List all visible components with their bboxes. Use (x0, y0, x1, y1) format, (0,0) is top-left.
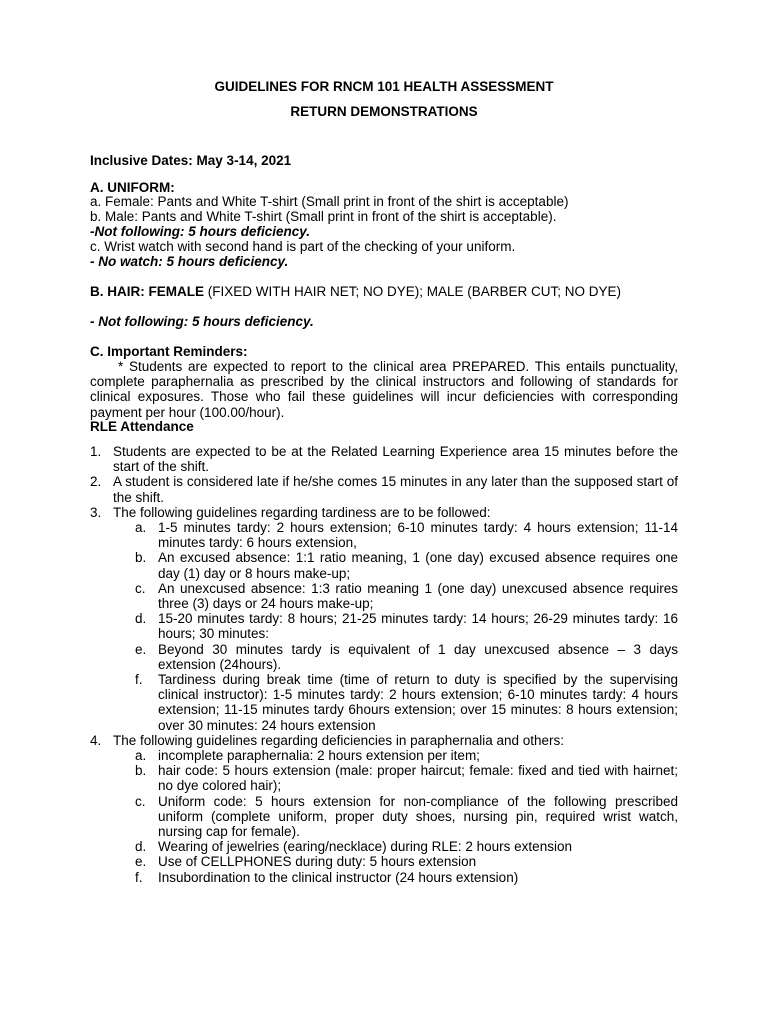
rle-sub-item-letter: b. (135, 763, 147, 779)
rle-attendance-list (90, 444, 678, 885)
rle-sub-item-text: An excused absence: 1:1 ratio meaning, 1 (one day) excused absence requires one day (1) day or 8 hours make-up; (158, 550, 678, 581)
hair-heading: B. HAIR: FEMALE (90, 284, 204, 299)
rle-sub-item-text: Uniform code: 5 hours extension for non-compliance of the following prescribed uniform (complete uniform, proper duty shoes, nursing pin, required wrist watch, nursing cap for female). (158, 793, 678, 840)
rle-sub-item-text: Use of CELLPHONES during duty: 5 hours extension (158, 854, 477, 870)
rle-item-number: 1. (90, 444, 102, 459)
rle-sub-item (113, 581, 678, 611)
rle-sub-item-letter: e. (135, 641, 147, 657)
reminders-text-block (90, 359, 678, 420)
rle-item-number: 2. (90, 474, 102, 490)
rle-sub-item-text: incomplete paraphernalia: 2 hours extension per item; (158, 748, 480, 764)
reminders-heading: C. Important Reminders: (90, 344, 248, 359)
hair-requirements: (FIXED WITH HAIR NET; NO DYE); MALE (BARBER CUT; NO DYE) (204, 284, 622, 299)
uniform-no-watch: - No watch: 5 hours deficiency. (90, 254, 289, 269)
rle-sub-item-letter: a. (135, 520, 147, 536)
rle-sub-item-letter: c. (135, 580, 146, 596)
rle-sub-item (113, 642, 678, 672)
uniform-male: b. Male: Pants and White T-shirt (Small print in front of the shirt is acceptable). (90, 209, 557, 224)
rle-sub-item-letter: e. (135, 854, 147, 870)
rle-sub-item-letter: d. (135, 611, 147, 627)
rle-item (90, 505, 678, 733)
document-subtitle: RETURN DEMONSTRATIONS (290, 104, 478, 119)
rle-sub-list (113, 520, 678, 733)
hair-not-following: - Not following: 5 hours deficiency. (90, 314, 314, 329)
rle-item-text: A student is considered late if he/she comes 15 minutes in any later than the supposed start of the shift. (113, 474, 678, 505)
rle-sub-item (113, 854, 678, 869)
rle-sub-item-text: Beyond 30 minutes tardy is equivalent of 1 day unexcused absence – 3 days extension (24hours). (158, 641, 678, 672)
rle-sub-item-letter: c. (135, 793, 146, 809)
hair-section (90, 284, 678, 299)
rle-heading: RLE Attendance (90, 419, 194, 434)
rle-sub-item (113, 870, 678, 885)
rle-sub-item (113, 520, 678, 550)
rle-sub-item-text: Insubordination to the clinical instructor (24 hours extension) (158, 869, 519, 885)
rle-sub-item (113, 611, 678, 641)
rle-sub-item-text: Tardiness during break time (time of return to duty is specified by the supervising clinical instructor): 1-5 minutes tardy: 2 hours extension; 6-10 minutes tardy: 4 hours extension; 11-15 minutes tardy 6hours extension; over 15 minutes: 8 hours extension; over 30 minutes: 24 hours extension (158, 672, 678, 733)
rle-sub-item-letter: d. (135, 839, 147, 855)
rle-sub-item-letter: f. (135, 672, 143, 688)
rle-sub-item-letter: a. (135, 748, 147, 764)
rle-sub-item (113, 794, 678, 840)
rle-sub-item-text: 15-20 minutes tardy: 8 hours; 21-25 minutes tardy: 14 hours; 26-29 minutes tardy: 16 hours; 30 minutes: (158, 611, 678, 642)
reminders-text: * Students are expected to report to the clinical area PREPARED. This entails punctuality, complete paraphernalia as prescribed by the clinical instructors and following of standards for clinical exposures. Those who fail these guidelines will incur deficiencies with corresponding payment per hour (100.00/hour). (90, 359, 678, 420)
rle-sub-item (113, 550, 678, 580)
rle-sub-item-text: hair code: 5 hours extension (male: proper haircut; female: fixed and tied with hairnet; no dye colored hair); (158, 763, 678, 794)
uniform-watch: c. Wrist watch with second hand is part of the checking of your uniform. (90, 239, 516, 254)
rle-sub-item-text: 1-5 minutes tardy: 2 hours extension; 6-10 minutes tardy: 4 hours extension; 11-14 minutes tardy: 6 hours extension, (158, 520, 678, 551)
rle-item (90, 444, 678, 474)
rle-sub-item (113, 672, 678, 733)
rle-item-text: Students are expected to be at the Related Learning Experience area 15 minutes before the start of the shift. (113, 444, 678, 475)
rle-sub-item (113, 839, 678, 854)
document-title: GUIDELINES FOR RNCM 101 HEALTH ASSESSMENT (214, 79, 554, 94)
rle-item-number: 3. (90, 504, 102, 520)
rle-item (90, 474, 678, 504)
rle-sub-item-text: An unexcused absence: 1:3 ratio meaning 1 (one day) unexcused absence requires three (3) days or 24 hours make-up; (158, 580, 678, 612)
inclusive-dates: Inclusive Dates: May 3-14, 2021 (90, 153, 292, 168)
rle-sub-item (113, 748, 678, 763)
uniform-not-following: -Not following: 5 hours deficiency. (90, 224, 311, 239)
rle-item-text: The following guidelines regarding deficiencies in paraphernalia and others: (113, 732, 565, 748)
uniform-heading: A. UNIFORM: (90, 180, 175, 195)
rle-sub-item (113, 763, 678, 793)
rle-sub-item-letter: b. (135, 550, 147, 566)
rle-sub-item-letter: f. (135, 869, 143, 885)
rle-sub-list (113, 748, 678, 885)
rle-sub-item-text: Wearing of jewelries (earing/necklace) during RLE: 2 hours extension (158, 839, 572, 855)
rle-item (90, 733, 678, 885)
rle-item-text: The following guidelines regarding tardiness are to be followed: (113, 504, 491, 520)
uniform-female: a. Female: Pants and White T-shirt (Small print in front of the shirt is acceptable) (90, 194, 569, 209)
rle-item-number: 4. (90, 732, 102, 748)
